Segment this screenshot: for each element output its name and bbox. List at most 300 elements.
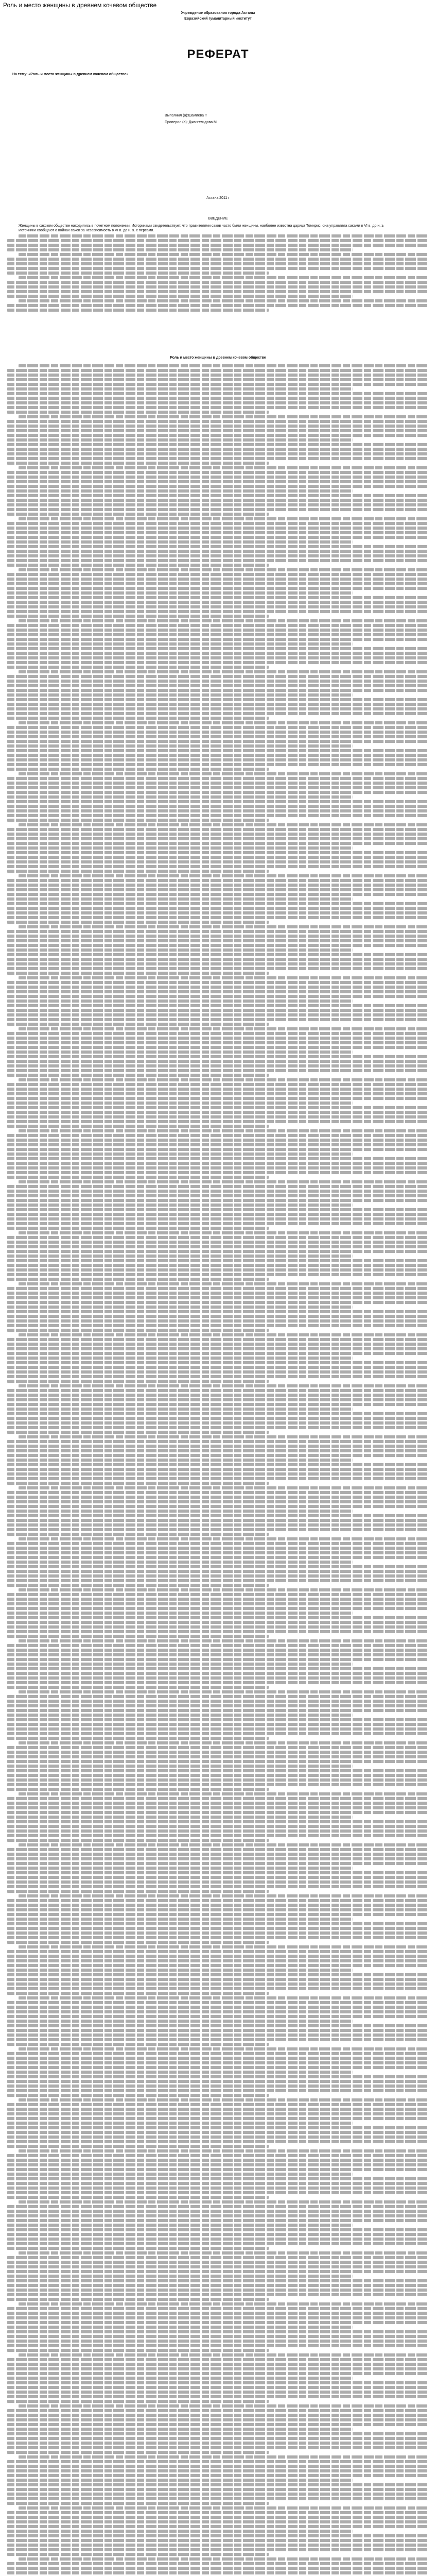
text-line	[7, 1166, 429, 1170]
text-line	[7, 2428, 353, 2431]
text-line	[7, 2196, 269, 2199]
text-line	[7, 1009, 429, 1012]
text-line	[7, 1769, 429, 1772]
text-line	[7, 911, 429, 914]
text-line	[7, 1918, 353, 1921]
text-line	[7, 1375, 429, 1378]
text-line	[7, 624, 429, 627]
city-year: Астана 2011 г	[206, 196, 230, 200]
text-line	[7, 2033, 429, 2037]
text-line	[7, 1630, 429, 1633]
text-line	[7, 2548, 429, 2551]
intro-section	[7, 224, 429, 313]
document-title: Роль и место женщины в древнем кочевом обществе	[3, 2, 157, 9]
text-line	[7, 1820, 429, 1823]
text-line	[7, 684, 429, 687]
text-line	[7, 795, 353, 799]
text-line	[7, 2321, 429, 2324]
text-line	[19, 925, 429, 928]
text-line	[7, 290, 429, 293]
text-line	[7, 1259, 429, 1262]
text-line	[7, 1876, 429, 1879]
text-line	[19, 2404, 429, 2408]
text-line	[7, 2516, 429, 2519]
text-line	[7, 1816, 353, 1819]
text-line	[19, 1486, 429, 1489]
text-line	[7, 554, 429, 557]
text-line	[7, 698, 429, 701]
text-line	[7, 2080, 429, 2083]
text-line	[7, 1338, 429, 1341]
text-line	[7, 1514, 429, 1517]
text-line	[7, 2330, 429, 2333]
text-line	[7, 2502, 269, 2505]
text-line	[7, 837, 429, 840]
text-line	[7, 897, 353, 901]
checked-by: Проверил (а): Джангельдова М	[165, 121, 217, 124]
text-line	[7, 856, 429, 859]
text-line	[7, 1778, 429, 1782]
text-line	[7, 2289, 429, 2292]
text-line	[7, 1255, 353, 1258]
text-line	[7, 1672, 429, 1675]
text-line	[7, 295, 353, 298]
text-line	[7, 1992, 269, 1995]
text-line	[7, 1264, 429, 1267]
text-line	[7, 587, 429, 590]
text-line	[19, 772, 429, 775]
text-line	[7, 2154, 429, 2157]
intro-paragraph-1: Женщины в сакском обществе находились в почетном положении. Историками свидетельствует, что правителями саков часто были женщины, наиболее известна царица Томирис, она управляла саками в VI в. до н. э.	[19, 224, 385, 228]
text-line	[19, 1639, 429, 1642]
text-line	[7, 999, 353, 1003]
text-line	[7, 1885, 429, 1888]
text-line	[7, 508, 429, 511]
text-line	[7, 1463, 429, 1466]
text-line	[7, 1802, 429, 1805]
text-line	[7, 1064, 429, 1067]
text-line	[19, 1078, 429, 1081]
text-line	[7, 281, 429, 284]
text-line	[7, 2052, 429, 2055]
text-line	[7, 1417, 429, 1420]
text-line	[7, 1542, 429, 1545]
text-line	[7, 661, 429, 664]
text-line	[7, 2265, 429, 2268]
text-line	[7, 610, 429, 613]
text-line	[7, 2460, 429, 2463]
text-line	[19, 1843, 429, 1846]
text-line	[7, 2214, 429, 2217]
text-line	[19, 1792, 429, 1795]
text-line	[7, 1347, 429, 1350]
text-line	[7, 1482, 269, 1485]
text-line	[7, 429, 429, 432]
text-line	[7, 1519, 429, 1522]
text-line	[7, 1751, 429, 1754]
text-line	[7, 731, 429, 734]
text-line	[7, 1037, 429, 1040]
text-line	[7, 2474, 429, 2477]
text-line	[7, 1329, 269, 1332]
text-line	[7, 1653, 429, 1656]
text-line	[7, 1083, 429, 1086]
text-line	[7, 1018, 429, 1021]
text-line	[7, 1955, 429, 1958]
text-line	[7, 666, 269, 669]
text-line	[7, 1616, 429, 1619]
main-section	[7, 363, 429, 2576]
text-line	[7, 786, 429, 789]
text-line	[7, 1505, 429, 1508]
text-line	[7, 2520, 429, 2523]
text-line	[7, 387, 353, 391]
text-line	[7, 1412, 429, 1415]
text-line	[7, 1593, 429, 1596]
text-line	[7, 1797, 429, 1800]
text-line	[7, 1922, 429, 1925]
text-line	[7, 1959, 429, 1962]
text-line	[7, 1500, 429, 1503]
text-line	[7, 1825, 429, 1828]
text-line	[7, 596, 429, 599]
text-line	[7, 712, 429, 715]
text-line	[7, 420, 429, 423]
text-line	[7, 2493, 429, 2496]
text-line	[7, 800, 429, 803]
text-line	[7, 476, 429, 479]
text-line	[7, 2446, 429, 2449]
text-line	[7, 958, 429, 961]
text-line	[7, 2567, 429, 2570]
text-line	[7, 2469, 429, 2472]
text-line	[7, 1973, 429, 1976]
text-line	[7, 559, 429, 562]
text-line	[7, 1440, 429, 1443]
text-line	[7, 2112, 429, 2115]
text-line	[19, 1588, 429, 1591]
text-line	[7, 703, 429, 706]
text-line	[7, 1041, 429, 1044]
text-line	[19, 276, 429, 279]
text-line	[7, 1718, 429, 1721]
text-line	[7, 564, 269, 567]
text-line	[7, 1162, 429, 1165]
text-line	[7, 916, 429, 919]
text-line	[7, 1185, 429, 1188]
institution-block	[0, 10, 436, 22]
text-line	[7, 1004, 429, 1007]
text-line	[7, 1468, 429, 1471]
text-line	[7, 2024, 429, 2027]
text-line	[7, 740, 429, 743]
text-line	[7, 2270, 429, 2273]
text-line	[19, 1741, 429, 1744]
text-line	[7, 809, 429, 812]
text-line	[7, 693, 353, 697]
text-line	[7, 2544, 429, 2547]
text-line	[7, 1602, 429, 1605]
text-line	[7, 2210, 429, 2213]
text-line	[7, 1361, 429, 1364]
text-line	[7, 1088, 429, 1091]
text-line	[7, 1723, 429, 1726]
text-line	[7, 1848, 429, 1851]
text-line	[19, 1894, 429, 1897]
text-line	[7, 2293, 429, 2296]
text-line	[7, 2391, 429, 2394]
text-line	[7, 1598, 429, 1601]
text-line	[7, 2571, 429, 2574]
text-line	[7, 2177, 429, 2180]
text-line	[7, 1788, 269, 1791]
text-line	[7, 1732, 429, 1735]
text-line	[7, 865, 429, 868]
text-line	[7, 2061, 429, 2064]
text-line	[7, 846, 353, 850]
text-line	[7, 1292, 429, 1295]
text-line	[7, 267, 429, 270]
text-line	[7, 972, 269, 975]
text-line	[7, 2409, 429, 2412]
text-line	[7, 2140, 429, 2143]
text-line	[7, 680, 429, 683]
text-line	[19, 466, 429, 469]
text-line	[7, 369, 429, 372]
text-line	[7, 573, 429, 576]
text-line	[7, 2363, 429, 2366]
text-line	[7, 1727, 429, 1731]
text-line	[7, 1222, 429, 1225]
text-line	[7, 2238, 429, 2241]
performed-by: Выполнил (а):Шамиева Т	[165, 114, 207, 117]
text-line	[7, 1987, 429, 1990]
text-line	[7, 805, 429, 808]
text-line	[7, 2029, 429, 2032]
text-line	[7, 601, 429, 604]
text-line	[7, 605, 429, 608]
text-line	[7, 406, 429, 409]
text-line	[7, 591, 353, 595]
text-line	[7, 2298, 269, 2301]
text-line	[7, 1839, 269, 1842]
text-line	[7, 1477, 429, 1480]
text-line	[7, 1176, 269, 1179]
text-line	[19, 253, 429, 256]
text-line	[7, 953, 429, 956]
text-line	[7, 902, 429, 905]
text-line	[7, 2122, 353, 2125]
text-line	[7, 443, 429, 446]
text-line	[19, 2353, 429, 2357]
text-line	[19, 2251, 429, 2255]
text-line	[7, 754, 429, 757]
text-line	[19, 721, 429, 724]
text-line	[7, 411, 269, 414]
text-line	[7, 2423, 429, 2426]
text-line	[7, 1579, 429, 1582]
text-line	[7, 392, 429, 395]
text-line	[19, 415, 429, 418]
text-line	[7, 2279, 429, 2282]
text-line	[7, 1445, 429, 1448]
text-line	[7, 1704, 429, 1707]
text-line	[7, 2126, 429, 2129]
text-line	[7, 1964, 429, 1967]
text-line	[7, 1491, 429, 1494]
text-line	[7, 2437, 429, 2440]
text-line	[7, 1389, 429, 1392]
text-line	[7, 1857, 429, 1860]
text-line	[7, 2418, 429, 2421]
text-line	[7, 434, 429, 437]
text-line	[7, 2497, 429, 2500]
text-line	[7, 2256, 429, 2259]
text-line	[7, 2386, 429, 2389]
text-line	[7, 1472, 429, 1476]
referat-title: РЕФЕРАТ	[187, 47, 249, 61]
text-line	[7, 2191, 429, 2194]
text-line	[7, 763, 429, 766]
text-line	[7, 1528, 429, 1531]
text-line	[7, 1714, 353, 1717]
text-line	[7, 2233, 429, 2236]
text-line	[7, 2131, 429, 2134]
text-line	[7, 2075, 429, 2078]
text-line	[7, 2010, 429, 2013]
text-line	[7, 791, 429, 794]
text-line	[7, 2066, 429, 2069]
text-line	[7, 1092, 429, 1095]
text-line	[7, 2284, 429, 2287]
text-line	[19, 1690, 429, 1693]
text-line	[19, 1996, 429, 1999]
text-line	[7, 545, 429, 548]
text-line	[7, 962, 429, 965]
text-line	[19, 670, 429, 673]
text-line	[7, 480, 429, 483]
text-line	[7, 1635, 269, 1638]
text-line	[7, 749, 429, 752]
text-line	[7, 244, 429, 247]
text-line	[7, 2242, 429, 2245]
text-line	[7, 1023, 269, 1026]
text-line	[7, 1357, 353, 1360]
text-line	[7, 1013, 429, 1016]
text-line	[7, 2108, 429, 2111]
text-line	[7, 1681, 429, 1684]
text-line	[7, 1978, 429, 1981]
text-line	[7, 1667, 429, 1670]
text-line	[7, 2395, 429, 2398]
text-line	[7, 1880, 429, 1884]
text-line	[7, 1301, 429, 1304]
text-line	[7, 995, 429, 998]
text-line	[7, 2261, 429, 2264]
text-line	[7, 2372, 429, 2375]
text-line	[7, 1431, 269, 1434]
text-line	[7, 1612, 353, 1615]
institution-line-2: Евразийский гуманитарный институт	[184, 17, 252, 21]
text-line	[7, 425, 429, 428]
text-line	[7, 1950, 429, 1953]
text-line	[7, 2442, 429, 2445]
text-line	[19, 874, 429, 877]
text-line	[7, 1695, 429, 1698]
text-line	[7, 2400, 269, 2403]
text-line	[7, 1213, 429, 1216]
text-line	[7, 285, 429, 289]
text-line	[7, 2525, 429, 2528]
text-line	[7, 647, 429, 650]
text-line	[7, 448, 429, 451]
text-line	[7, 1250, 429, 1253]
text-line	[7, 1139, 429, 1142]
text-line	[7, 2001, 429, 2004]
text-line	[7, 1941, 269, 1944]
text-line	[7, 522, 429, 525]
text-line	[7, 1890, 269, 1893]
text-line	[7, 2326, 353, 2329]
text-line	[7, 768, 269, 771]
text-line	[7, 888, 429, 891]
text-line	[7, 1366, 429, 1369]
text-line	[7, 842, 429, 845]
text-line	[7, 1561, 353, 1564]
text-line	[19, 1945, 429, 1948]
text-line	[7, 582, 429, 585]
text-line	[7, 1241, 429, 1244]
text-line	[7, 2414, 429, 2417]
text-line	[7, 2381, 429, 2384]
text-line	[7, 930, 429, 933]
text-line	[7, 2103, 429, 2106]
text-line	[7, 1060, 429, 1063]
text-line	[7, 1908, 429, 1911]
text-line	[7, 2117, 429, 2120]
text-line	[7, 462, 269, 465]
text-line	[7, 248, 353, 251]
text-line	[7, 1607, 429, 1610]
text-line	[7, 2465, 429, 2468]
text-line	[19, 1435, 429, 1438]
text-line	[7, 1565, 429, 1568]
text-line	[7, 1649, 429, 1652]
text-line	[7, 652, 429, 655]
text-line	[7, 378, 429, 381]
text-line	[7, 2349, 269, 2352]
text-line	[7, 1969, 353, 1972]
text-line	[7, 633, 429, 636]
text-line	[19, 1027, 429, 1030]
text-line	[7, 2038, 429, 2041]
text-line	[7, 819, 269, 822]
text-line	[19, 2149, 429, 2153]
text-line	[7, 1120, 429, 1123]
text-line	[7, 2367, 429, 2370]
text-line	[7, 1134, 429, 1137]
text-line	[7, 2358, 429, 2361]
text-line	[7, 744, 353, 748]
text-line	[7, 1760, 429, 1763]
text-line	[7, 1936, 429, 1939]
text-line	[7, 1663, 353, 1666]
text-line	[7, 1055, 429, 1058]
text-line	[7, 1853, 429, 1856]
text-line	[7, 1101, 353, 1105]
text-line	[7, 1278, 269, 1281]
text-line	[7, 1556, 429, 1559]
